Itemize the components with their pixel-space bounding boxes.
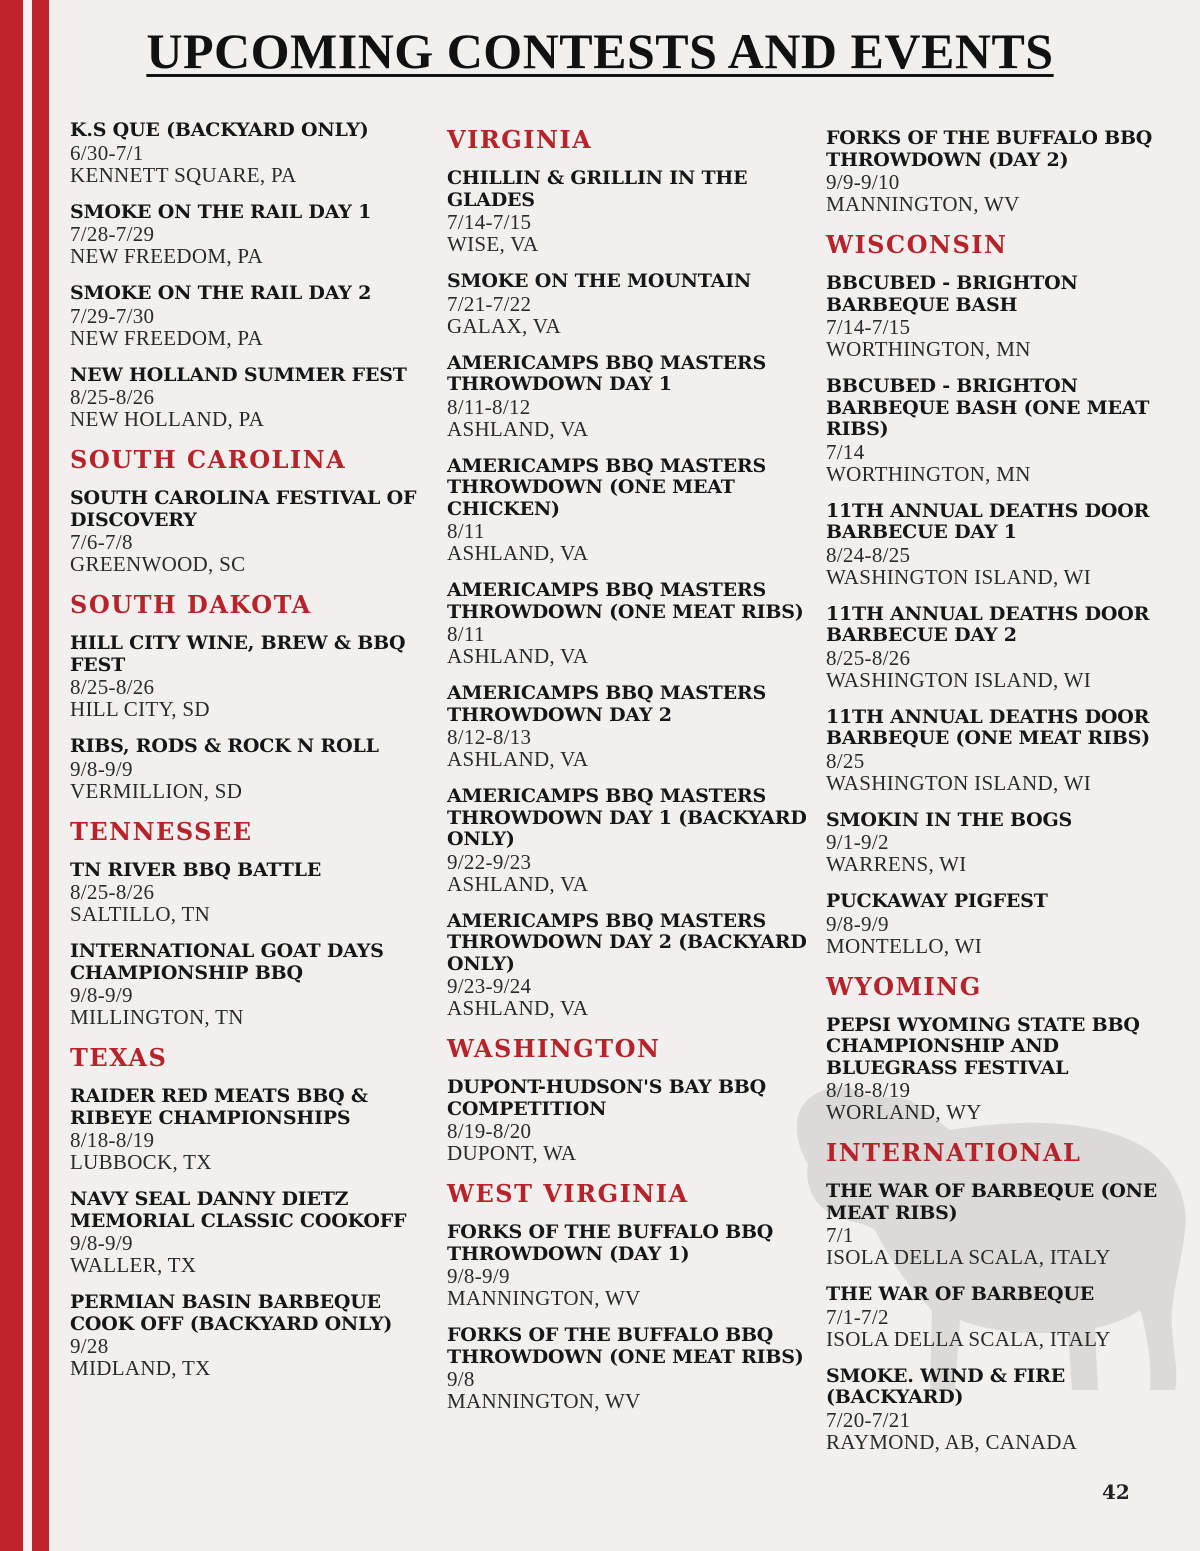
event-item [826,501,1186,588]
event-item [826,1015,1186,1124]
event-item [826,604,1186,691]
event-date: 7/21-7/22 [447,291,532,316]
event-item [826,273,1186,360]
page-title: UPCOMING CONTESTS AND EVENTS [146,23,1054,79]
event-name: THE WAR OF BARBEQUE (ONE MEAT RIBS) [826,1180,1158,1224]
event-name: SMOKE. WIND & FIRE (BACKYARD) [826,1364,1066,1408]
event-location: HILL CITY, SD [70,697,210,721]
event-name: AMERICAMPS BBQ MASTERS THROWDOWN (ONE MEAT CHICKEN) [447,454,766,520]
event-item [70,202,430,268]
event-name: FORKS OF THE BUFFALO BBQ THROWDOWN (DAY 1) [447,1221,774,1265]
event-location: MANNINGTON, WV [447,1286,641,1310]
event-name: 11TH ANNUAL DEATHS DOOR BARBECUE DAY 2 [826,602,1150,646]
section-tennessee [70,818,430,1029]
event-date: 9/8-9/9 [826,911,889,936]
event-date: 7/1-7/2 [826,1304,889,1329]
event-date: 9/8-9/9 [70,756,133,781]
event-item [447,271,807,337]
event-location: ASHLAND, VA [447,644,589,668]
event-date: 8/25 [826,748,865,773]
event-item [447,911,807,1020]
section-wisconsin [826,231,1186,957]
state-heading: TEXAS [70,1043,168,1072]
event-item [447,1077,807,1164]
event-date: 8/18-8/19 [826,1078,911,1102]
event-name: SOUTH CAROLINA FESTIVAL OF DISCOVERY [70,487,417,531]
event-date: 9/8-9/9 [70,983,133,1007]
left-red-stripe-inner [32,0,49,1551]
event-location: ISOLA DELLA SCALA, ITALY [826,1245,1111,1269]
event-date: 8/11-8/12 [447,394,531,419]
event-name: DUPONT-HUDSON'S BAY BBQ COMPETITION [447,1076,767,1120]
event-date: 9/8 [447,1367,475,1391]
event-name: AMERICAMPS BBQ MASTERS THROWDOWN DAY 1 [447,351,766,395]
event-location: NEW HOLLAND, PA [70,407,265,431]
state-heading: WASHINGTON [447,1034,661,1063]
event-name: RAIDER RED MEATS BBQ & RIBEYE CHAMPIONSHIPS [70,1085,368,1129]
event-item [70,1086,430,1173]
event-item [70,365,430,431]
event-name: INTERNATIONAL GOAT DAYS CHAMPIONSHIP BBQ [70,940,384,984]
event-name: PERMIAN BASIN BARBEQUE COOK OFF (BACKYARD ONLY) [70,1291,393,1335]
event-name: CHILLIN & GRILLIN IN THE GLADES [447,167,748,211]
event-location: DUPONT, WA [447,1141,577,1165]
event-item [70,736,430,802]
event-location: VERMILLION, SD [70,778,243,803]
event-date: 8/18-8/19 [70,1128,155,1152]
event-name: PEPSI WYOMING STATE BBQ CHAMPIONSHIP AND BLUEGRASS FESTIVAL [826,1013,1140,1079]
event-location: WORTHINGTON, MN [826,337,1031,361]
event-date: 7/1 [826,1223,854,1247]
event-date: 6/30-7/1 [70,140,144,165]
event-location: MANNINGTON, WV [826,192,1020,216]
event-name: AMERICAMPS BBQ MASTERS THROWDOWN DAY 2 [447,682,766,726]
event-name: 11TH ANNUAL DEATHS DOOR BARBEQUE (ONE MEAT RIBS) [826,705,1150,749]
event-date: 8/25-8/26 [70,880,155,904]
event-name: PUCKAWAY PIGFEST [826,890,1048,912]
event-name: FORKS OF THE BUFFALO BBQ THROWDOWN (DAY 2) [826,127,1153,171]
event-name: AMERICAMPS BBQ MASTERS THROWDOWN (ONE MEAT RIBS) [447,579,804,623]
column-3 [826,128,1186,1469]
section-texas [70,1044,430,1379]
event-name: SMOKE ON THE RAIL DAY 1 [70,200,372,223]
event-date: 7/20-7/21 [826,1407,911,1432]
event-location: SALTILLO, TN [70,902,211,926]
event-item [447,683,807,770]
event-date: 7/29-7/30 [70,303,155,328]
event-location: MANNINGTON, WV [447,1389,641,1413]
event-item [70,633,430,720]
section-south-dakota [70,591,430,802]
section-international [826,1139,1186,1453]
event-location: GREENWOOD, SC [70,552,246,576]
left-white-stripe [23,0,32,1551]
event-location: RAYMOND, AB, CANADA [826,1429,1078,1454]
event-item [447,456,807,565]
event-date: 9/1-9/2 [826,830,889,854]
state-heading: INTERNATIONAL [826,1138,1082,1167]
event-date: 7/6-7/8 [70,530,133,554]
event-name: FORKS OF THE BUFFALO BBQ THROWDOWN (ONE MEAT RIBS) [447,1324,804,1368]
event-item [447,1325,807,1412]
event-date: 8/25-8/26 [70,675,155,699]
event-date: 8/11 [447,622,485,646]
column-2 [447,118,807,1428]
event-location: WARRENS, WI [826,852,967,876]
event-location: MILLINGTON, TN [70,1005,244,1029]
event-date: 8/24-8/25 [826,542,911,567]
event-date: 9/9-9/10 [826,170,900,194]
column-1 [70,120,430,1395]
event-date: 9/8-9/9 [70,1231,133,1255]
event-location: ASHLAND, VA [447,416,589,441]
section-continued-pennsylvania [70,120,430,430]
state-heading: WISCONSIN [826,230,1008,259]
event-item [70,1189,430,1276]
event-date: 8/11 [447,519,485,543]
event-name: K.S QUE (BACKYARD ONLY) [70,119,369,141]
section-washington [447,1035,807,1164]
event-name: AMERICAMPS BBQ MASTERS THROWDOWN DAY 1 (BACKYARD ONLY) [447,785,807,850]
event-item [826,810,1186,876]
event-item [70,283,430,349]
event-name: HILL CITY WINE, BREW & BBQ FEST [70,632,406,676]
event-item [70,860,430,926]
event-item [70,941,430,1028]
event-item [826,1366,1186,1453]
event-item [447,168,807,255]
event-name: RIBS, RODS & ROCK N ROLL [70,735,379,757]
event-item [826,707,1186,794]
event-date: 7/14-7/15 [826,315,911,339]
event-location: WORTHINGTON, MN [826,461,1031,486]
event-item [826,128,1186,215]
event-item [447,1222,807,1309]
event-date: 8/12-8/13 [447,725,532,749]
event-item [447,353,807,440]
section-south-carolina [70,446,430,575]
event-location: LUBBOCK, TX [70,1150,212,1174]
state-heading: WEST VIRGINIA [447,1179,689,1208]
event-date: 7/28-7/29 [70,222,155,246]
event-location: NEW FREEDOM, PA [70,244,263,268]
section-west-virginia [447,1180,807,1412]
event-date: 7/14-7/15 [447,210,532,234]
event-date: 9/8-9/9 [447,1264,510,1288]
event-item [70,488,430,575]
event-location: NEW FREEDOM, PA [70,325,263,350]
event-location: ASHLAND, VA [447,871,589,896]
event-item [826,1181,1186,1268]
event-location: WASHINGTON ISLAND, WI [826,564,1092,589]
event-item [447,786,807,895]
event-date: 8/25-8/26 [826,645,911,670]
event-name: BBCUBED - BRIGHTON BARBEQUE BASH [826,272,1078,316]
event-location: GALAX, VA [447,313,561,338]
left-red-stripe [0,0,23,1551]
event-name: AMERICAMPS BBQ MASTERS THROWDOWN DAY 2 (BACKYARD ONLY) [447,909,807,975]
section-continued-west-virginia [826,128,1186,215]
event-name: SMOKIN IN THE BOGS [826,808,1073,831]
event-item [826,891,1186,957]
event-location: MIDLAND, TX [70,1356,211,1380]
section-virginia [447,126,807,1019]
event-item [447,580,807,667]
event-location: WASHINGTON ISLAND, WI [826,770,1092,795]
event-date: 9/22-9/23 [447,849,532,874]
page-number: 42 [1102,1480,1130,1504]
section-wyoming [826,973,1186,1124]
event-location: ASHLAND, VA [447,747,589,771]
event-date: 9/28 [70,1334,109,1358]
event-name: 11TH ANNUAL DEATHS DOOR BARBECUE DAY 1 [826,499,1150,543]
event-item [826,1284,1186,1350]
event-item [70,1292,430,1379]
event-name: SMOKE ON THE RAIL DAY 2 [70,282,372,304]
state-heading: SOUTH DAKOTA [70,590,312,619]
event-name: BBCUBED - BRIGHTON BARBEQUE BASH (ONE MEAT RIBS) [826,375,1150,440]
event-name: TN RIVER BBQ BATTLE [70,858,322,881]
event-location: WASHINGTON ISLAND, WI [826,667,1092,692]
event-location: WISE, VA [447,232,539,256]
state-heading: VIRGINIA [447,125,593,154]
event-location: KENNETT SQUARE, PA [70,162,297,187]
event-location: MONTELLO, WI [826,933,983,958]
event-item [826,376,1186,485]
event-date: 8/19-8/20 [447,1119,532,1143]
event-name: NEW HOLLAND SUMMER FEST [70,363,407,386]
event-date: 7/14 [826,439,865,464]
event-location: ASHLAND, VA [447,996,589,1020]
event-location: WALLER, TX [70,1253,197,1277]
event-date: 8/25-8/26 [70,385,155,409]
event-location: ISOLA DELLA SCALA, ITALY [826,1326,1111,1351]
event-item [70,120,430,186]
state-heading: SOUTH CAROLINA [70,445,347,474]
state-heading: WYOMING [826,971,982,1001]
event-location: ASHLAND, VA [447,541,589,565]
event-name: NAVY SEAL DANNY DIETZ MEMORIAL CLASSIC COOKOFF [70,1188,407,1232]
event-name: SMOKE ON THE MOUNTAIN [447,270,752,292]
event-location: WORLAND, WY [826,1100,982,1124]
event-date: 9/23-9/24 [447,974,532,998]
state-heading: TENNESSEE [70,816,253,846]
event-name: THE WAR OF BARBEQUE [826,1283,1095,1305]
